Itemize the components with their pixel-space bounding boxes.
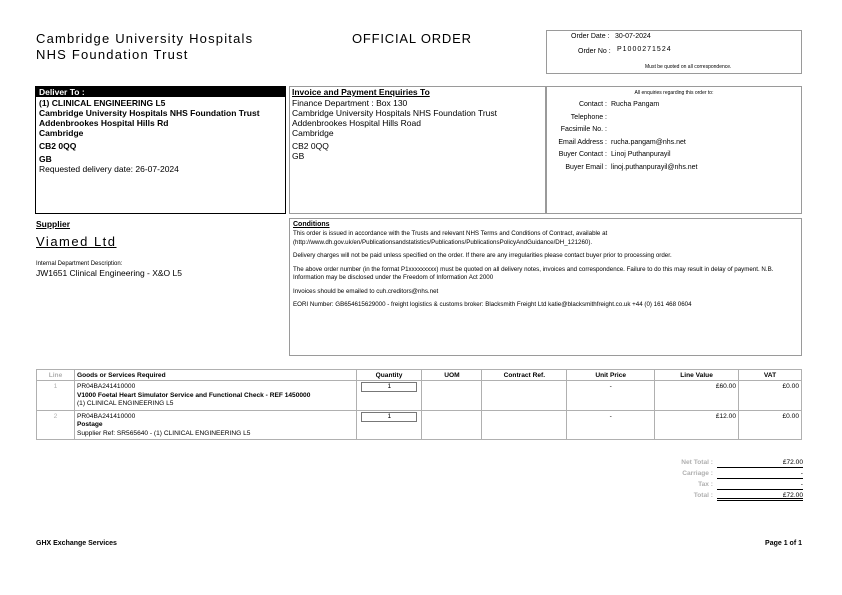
carriage-row [640, 468, 803, 479]
org-line-2: NHS Foundation Trust [36, 47, 189, 62]
line-number: 2 [37, 410, 75, 440]
telephone-value [607, 112, 611, 125]
conditions-box [289, 218, 802, 356]
org-line-1: Cambridge University Hospitals [36, 31, 254, 46]
buyer-email-row [547, 162, 801, 175]
net-total-row [640, 457, 803, 468]
footer-service-name: GHX Exchange Services [36, 540, 117, 547]
quantity-cell [356, 410, 422, 440]
email-row [547, 137, 801, 150]
email-value[interactable]: rucha.pangam@nhs.net [611, 138, 686, 146]
vat-cell: £0.00 [739, 410, 802, 440]
item-description: V1000 Foetal Heart Simulator Service and Functional Check - REF 1450000 [76, 391, 311, 399]
net-total-value: £72.00 [717, 458, 803, 468]
item-code: PR04BA241410000 [76, 383, 136, 390]
deliver-line-1: (1) CLINICAL ENGINEERING L5 [39, 98, 166, 108]
table-row [37, 381, 802, 411]
order-items-table [36, 369, 802, 440]
tax-row [640, 479, 803, 490]
conditions-paragraph: This order is issued in accordance with the Trusts and relevant NHS Terms and Conditions of Contract, available at (http://www.dh.gov.uk/en/Publicationsandstatistics/Publications/PublicationsPolicyAndGuidance/DH_121260). [293, 230, 608, 246]
order-date-label: Order Date : [571, 33, 610, 40]
buyer-label: Buyer Contact : [558, 151, 607, 158]
document-title: OFFICIAL ORDER [352, 31, 472, 46]
requested-delivery-date: Requested delivery date: 26-07-2024 [39, 164, 179, 174]
contact-value: Rucha Pangam [611, 101, 660, 108]
footer-page-number: Page 1 of 1 [765, 540, 802, 547]
item-description: Postage [76, 421, 103, 428]
uom-cell [422, 410, 482, 440]
vat-cell: £0.00 [739, 381, 802, 411]
col-header-contract-ref: Contract Ref. [482, 370, 567, 381]
tax-value: - [717, 480, 803, 490]
col-header-vat: VAT [739, 370, 802, 381]
carriage-value: - [717, 469, 803, 479]
line-number: 1 [37, 381, 75, 411]
deliver-to-box [35, 86, 286, 214]
unit-price-cell: - [567, 410, 655, 440]
conditions-paragraph: Invoices should be emailed to cuh.creditors@nhs.net [293, 287, 439, 295]
fax-label: Facsimile No. : [560, 126, 607, 133]
unit-price-cell: - [567, 381, 655, 411]
deliver-line-3: Addenbrookes Hospital Hills Rd [39, 118, 169, 128]
contract-ref-cell [482, 410, 567, 440]
item-location: (1) CLINICAL ENGINEERING L5 [76, 400, 174, 407]
fax-row [547, 124, 801, 137]
order-info-box [546, 30, 802, 74]
contact-heading: All enquiries regarding this order to: [634, 90, 714, 96]
uom-cell [422, 381, 482, 411]
col-header-quantity: Quantity [356, 370, 422, 381]
internal-dept-value: JW1651 Clinical Engineering - X&O L5 [36, 268, 182, 278]
contract-ref-cell [482, 381, 567, 411]
buyer-row [547, 149, 801, 162]
quantity-value: 1 [361, 382, 418, 392]
buyer-email-label: Buyer Email : [565, 163, 607, 171]
col-header-uom: UOM [422, 370, 482, 381]
supplier-name: Viamed Ltd [36, 234, 117, 249]
conditions-paragraph: Delivery charges will not be paid unless specified on the order. If there are any irregularities please contact buyer prior to processing order. [293, 252, 672, 259]
invoice-line-2: Cambridge University Hospitals NHS Foundation Trust [292, 108, 498, 118]
totals-block [640, 457, 803, 501]
telephone-row [547, 112, 801, 125]
contact-label: Contact : [578, 101, 607, 108]
order-no-label: Order No : [578, 48, 611, 55]
invoice-postcode: CB2 0QQ [292, 141, 329, 151]
item-code: PR04BA241410000 [76, 412, 136, 420]
carriage-label: Carriage : [682, 470, 713, 477]
conditions-paragraph: EORI Number: GB654615629000 - freight logistics & customs broker: Blacksmith Freight Ltd katie@blacksmithfreight.co.uk +44 (0) 161 468 0604 [293, 301, 692, 308]
deliver-country: GB [39, 154, 52, 164]
col-header-unit-price: Unit Price [567, 370, 655, 381]
invoice-line-1: Finance Department : Box 130 [292, 98, 408, 108]
email-label: Email Address : [558, 138, 607, 146]
fax-value [607, 124, 611, 137]
deliver-postcode: CB2 0QQ [39, 141, 77, 151]
buyer-email-value[interactable]: linoj.puthanpurayil@nhs.net [611, 163, 698, 171]
grand-total-value: £72.00 [717, 491, 803, 501]
col-header-line-value: Line Value [655, 370, 739, 381]
grand-total-row [640, 490, 803, 501]
net-total-label: Net Total : [681, 459, 713, 466]
organisation-name [36, 31, 253, 63]
goods-cell [74, 381, 356, 411]
deliver-to-heading: Deliver To : [36, 87, 285, 97]
internal-dept-label: Internal Department Description: [36, 261, 123, 267]
quantity-cell [356, 381, 422, 411]
deliver-line-2: Cambridge University Hospitals NHS Foundation Trust [39, 108, 260, 118]
line-value-cell: £12.00 [655, 410, 739, 440]
invoice-line-3: Addenbrookes Hospital Hills Road [292, 118, 421, 128]
buyer-value: Linoj Puthanpurayil [611, 151, 671, 158]
grand-total-label: Total : [693, 492, 713, 499]
conditions-paragraph: The above order number (in the format P1xxxxxxxxx) must be quoted on all delivery notes, invoices and correspondence. Failure to do this may result in delay of payment. N.B. Information may be disclosed under the Freedom of Information Act 2000 [293, 265, 774, 281]
table-header-row [37, 370, 802, 381]
goods-cell [74, 410, 356, 440]
item-location: Supplier Ref: SR565640 - (1) CLINICAL ENGINEERING L5 [76, 429, 251, 437]
invoice-line-4: Cambridge [292, 128, 334, 138]
quantity-value: 1 [361, 412, 418, 422]
order-no-note: Must be quoted on all correspondence. [645, 64, 732, 70]
telephone-label: Telephone : [570, 113, 607, 121]
line-value-cell: £60.00 [655, 381, 739, 411]
invoice-enquiries-box [289, 86, 546, 214]
contact-row [547, 99, 801, 112]
col-header-line: Line [37, 370, 75, 381]
order-date-value: 30-07-2024 [615, 33, 651, 40]
contact-box [546, 86, 802, 214]
conditions-heading: Conditions [293, 221, 330, 228]
deliver-line-4: Cambridge [39, 128, 84, 138]
table-row [37, 410, 802, 440]
col-header-goods: Goods or Services Required [74, 370, 356, 381]
invoice-heading: Invoice and Payment Enquiries To [292, 87, 430, 97]
order-no-value: P1000271524 [617, 46, 672, 53]
supplier-heading: Supplier [36, 219, 71, 229]
invoice-country: GB [292, 151, 305, 161]
tax-label: Tax : [698, 481, 713, 488]
